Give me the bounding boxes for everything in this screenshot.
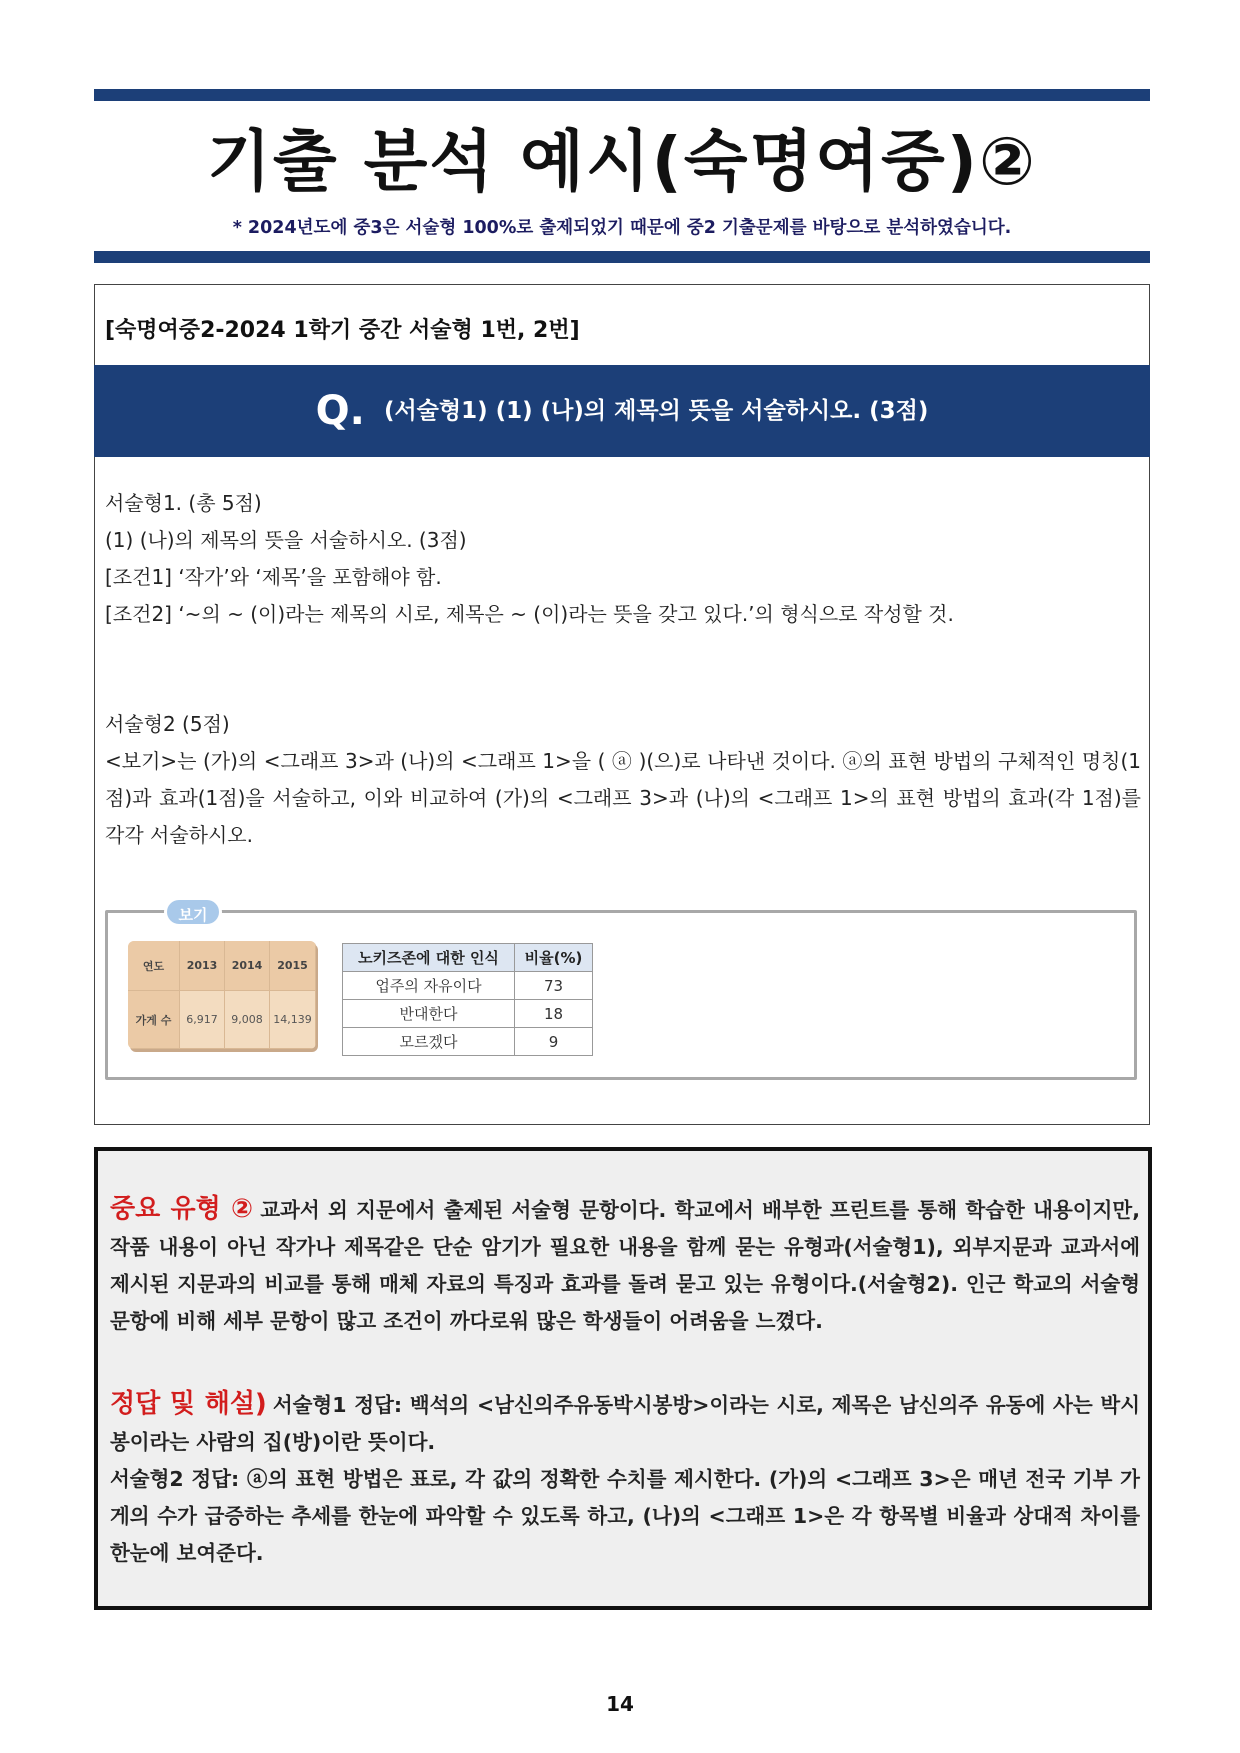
table-cell: 연도 — [128, 941, 180, 991]
table-header-row — [343, 944, 593, 972]
table-header: 비율(%) — [515, 944, 593, 972]
table-cell: 반대한다 — [343, 1000, 515, 1028]
analysis-note — [110, 1191, 1140, 1572]
page-subtitle: * 2024년도에 중3은 서술형 100%로 출제되었기 때문에 중2 기출문제를 바탕으로 분석하였습니다. — [232, 218, 1012, 238]
table-row — [343, 1000, 593, 1028]
store-count-table — [128, 941, 316, 1049]
note-paragraph — [110, 1191, 1140, 1340]
page-title: 기출 분석 예시(숙명여중)② — [207, 123, 1037, 200]
note-paragraph — [110, 1386, 1140, 1461]
question-banner — [94, 365, 1150, 457]
top-rule — [94, 89, 1150, 101]
header-rule — [94, 251, 1150, 263]
body-line: [조건2] ‘~의 ~ (이)라는 제목의 시로, 제목은 ~ (이)라는 뜻을 갖고 있다.’의 형식으로 작성할 것. — [105, 602, 954, 626]
body-line: [조건1] ‘작가’와 ‘제목’을 포함해야 함. — [105, 565, 442, 589]
table-row — [343, 972, 593, 1000]
nokids-zone-table — [342, 943, 593, 1056]
question-source: [숙명여중2-2024 1학기 중간 서술형 1번, 2번] — [105, 318, 580, 343]
table-cell: 2013 — [180, 941, 225, 991]
body2-title: 서술형2 (5점) — [105, 712, 230, 736]
table-cell: 2014 — [225, 941, 270, 991]
note-text: 교과서 외 지문에서 출제된 서술형 문항이다. 학교에서 배부한 프린트를 통해 학습한 내용이지만, 작품 내용이 아닌 작가나 제목같은 단순 암기가 필요한 내용을 함께 묻는 유형과(서술형1), 외부지문과 교과서에 제시된 지문과의 비교를 통해 매체 자료의 특징과 효과를 돌려 묻고 있는 유형이다.(서술형2). 인근 학교의 서술형 문항에 비해 세부 문항이 많고 조건이 까다로워 많은 학생들이 어려움을 느꼈다. — [110, 1198, 1140, 1333]
table-cell: 73 — [515, 972, 593, 1000]
analysis-note-box — [94, 1147, 1152, 1610]
table-cell: 14,139 — [270, 991, 316, 1049]
question-box — [94, 284, 1150, 1125]
note-paragraph: 서술형2 정답: ⓐ의 표현 방법은 표로, 각 값의 정확한 수치를 제시한다. (가)의 <그래프 3>은 매년 전국 기부 가게의 수가 급증하는 추세를 한눈에 파악할 수 있도록 하고, (나)의 <그래프 1>은 각 항목별 비율과 상대적 차이를 한눈에 보여준다. — [110, 1467, 1140, 1565]
bogi-box — [105, 906, 1137, 1080]
table-cell: 모르겠다 — [343, 1028, 515, 1056]
table-cell: 9,008 — [225, 991, 270, 1049]
table-cell: 2015 — [270, 941, 316, 991]
note-text: 서술형1 정답: 백석의 <남신의주유동박시봉방>이라는 시로, 제목은 남신의주 유동에 사는 박시봉이라는 사람의 집(방)이란 뜻이다. — [110, 1393, 1140, 1454]
page-number: 14 — [606, 1692, 634, 1716]
body2-text: <보기>는 (가)의 <그래프 3>과 (나)의 <그래프 1>을 ( ⓐ )(으)로 나타낸 것이다. ⓐ의 표현 방법의 구체적인 명칭(1점)과 효과(1점)을 서술하고, 이와 비교하여 (가)의 <그래프 3>과 (나)의 <그래프 1>의 표현 방법의 효과(각 1점)를 각각 서술하시오. — [105, 749, 1141, 847]
table-row — [343, 1028, 593, 1056]
table-cell: 6,917 — [180, 991, 225, 1049]
body-line: 서술형1. (총 5점) — [105, 491, 262, 515]
answer-heading: 정답 및 해설) — [110, 1389, 267, 1419]
table-cell: 가게 수 — [128, 991, 180, 1049]
table-cell: 18 — [515, 1000, 593, 1028]
question-label: Q. — [315, 388, 365, 434]
important-type-heading: 중요 유형 ② — [110, 1194, 255, 1224]
table-header: 노키즈존에 대한 인식 — [343, 944, 515, 972]
table-cell: 9 — [515, 1028, 593, 1056]
question-text: (서술형1) (1) (나)의 제목의 뜻을 서술하시오. (3점) — [383, 398, 929, 424]
body-line: (1) (나)의 제목의 뜻을 서술하시오. (3점) — [105, 528, 467, 552]
table-cell: 업주의 자유이다 — [343, 972, 515, 1000]
question-body — [105, 485, 1141, 854]
bogi-tag: 보기 — [164, 897, 222, 927]
